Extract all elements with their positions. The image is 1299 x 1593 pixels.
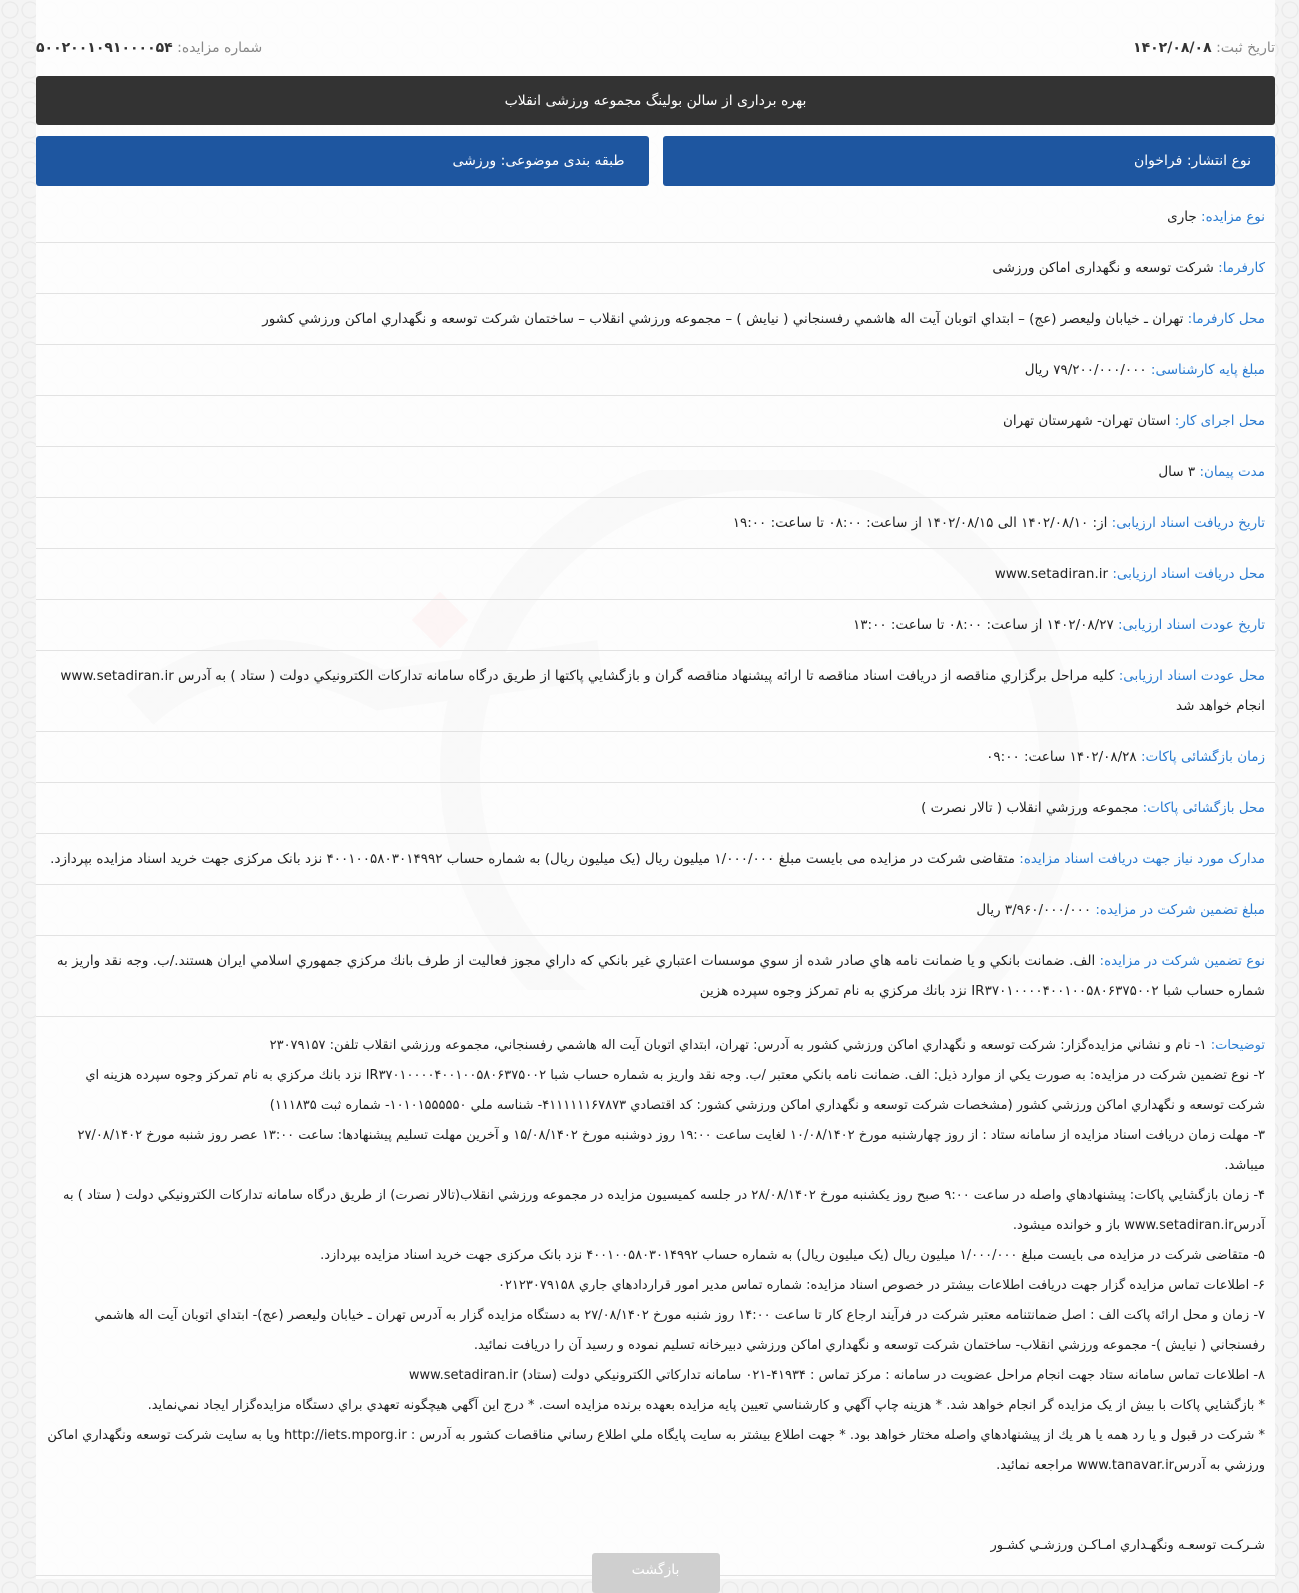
row-label: محل عودت اسناد ارزیابی:: [1118, 668, 1265, 684]
row-value: الف. ضمانت بانكي و يا ضمانت نامه هاي صادر شده از سوي موسسات اعتباري غير بانكي كه داراي مجوز فعاليت از طرف بانك مركزي جمهوري اسلامي ايران هستند./ب. وجه نقد واريز به شماره حساب شبا IR۳۷۰۱۰۰۰۰۴۰۰۱۰۰۵۸۰۶۳۷۵۰۰۲ نزد بانك مركزي به نام تمركز وجوه سپرده هزين: [56, 953, 1265, 999]
row-label: مبلغ تضمین شرکت در مزایده:: [1095, 902, 1265, 918]
detail-row: [36, 447, 1275, 498]
detail-row: [36, 243, 1275, 294]
detail-row: [36, 549, 1275, 600]
row-label: مبلغ پایه کارشناسی:: [1150, 362, 1265, 378]
row-label: نوع تضمین شرکت در مزایده:: [1099, 953, 1265, 969]
row-value: ۳ سال: [1158, 464, 1196, 480]
detail-row: [36, 834, 1275, 885]
row-value: www.setadiran.ir: [994, 566, 1109, 582]
note-line: ۴- زمان بازگشايي پاكات: پيشنهادهاي واصله در ساعت ۹:۰۰ صبح روز يكشنبه مورخ ۲۸/۰۸/۱۴۰۲ در جلسه كميسيون مزايده در مجموعه ورزشي انقلاب(تالار نصرت) از طريق درگاه سامانه تداركات الكترونيكي دولت ( ستاد ) به آدرسwww.setadiran.ir باز و خوانده ميشود.: [63, 1188, 1265, 1233]
note-line: ۲- نوع تضمين شركت در مزايده: به صورت يكي از موارد ذيل: الف. ضمانت نامه بانكي معتبر /ب. وجه نقد واريز به شماره حساب شبا IR۳۷۰۱۰۰۰۰۴۰۰۱۰۰۵۸۰۶۳۷۵۰۰۲ نزد بانك مركزي به نام تمركز وجوه سپرده هزينه اي شركت توسعه و نگهداري اماكن ورزشي كشور (مشخصات شركت توسعه و نگهداري اماكن ورزشي كشور: كد اقتصادي ۴۱۱۱۱۱۱۶۷۸۷۳- شناسه ملي ۱۰۱۰۱۵۵۵۵۵۰- شماره ثبت ۱۱۱۸۳۵): [85, 1068, 1265, 1113]
row-value: متقاضی شرکت در مزایده می بایست مبلغ ۱/۰۰۰/۰۰۰ میلیون ریال (یک میلیون ریال) به شماره حساب ۴۰۰۱۰۰۵۸۰۳۰۱۴۹۹۲ نزد بانک مرکزی جهت خرید اسناد مزایده بپردازد.: [50, 851, 1015, 867]
category-box: طبقه بندی موضوعی: ورزشی: [36, 136, 649, 186]
meta-bar: [36, 0, 1275, 76]
row-value: ۷۹/۲۰۰/۰۰۰/۰۰۰ ریال: [1024, 362, 1147, 378]
back-button[interactable]: بازگشت: [592, 1553, 720, 1593]
page-title: بهره برداری از سالن بولینگ مجموعه ورزشی انقلاب: [36, 76, 1275, 125]
note-line: ۸- اطلاعات تماس سامانه ستاد جهت انجام مراحل عضويت در سامانه : مركز تماس : ۴۱۹۳۴-۰۲۱ سامانه تداركاتي الكترونيكي دولت (ستاد) www.setadiran.ir: [408, 1368, 1265, 1383]
detail-row: [36, 732, 1275, 783]
note-line: ۷- زمان و محل ارائه پاکت الف : اصل ضمانتنامه معتبر شركت در فرآيند ارجاع كار تا ساعت ۱۴:۰۰ روز شنبه مورخ ۲۷/۰۸/۱۴۰۲ به دستگاه مزايده گزار به آدرس تهران ـ خيابان وليعصر (عج)- ابتداي اتوبان آيت اله هاشمي رفسنجاني ( نيايش )- مجموعه ورزشي انقلاب- ساختمان شركت توسعه و نگهداري اماكن ورزشي دبيرخانه تسليم نموده و رسيد آن را دريافت نمائيد.: [94, 1308, 1265, 1353]
note-line: * بازگشايي پاكات با بيش از يک مزايده گر انجام خواهد شد. * هزينه چاپ آگهي و كارشناسي تعيين پايه مزايده بعهده برنده مزايده است. * درج اين آگهي هيچگونه تعهدي براي دستگاه مزايده‌گزار ايجاد نمي‌نمايد.: [147, 1398, 1265, 1413]
row-label: مدارک مورد نیاز جهت دریافت اسناد مزایده:: [1019, 851, 1265, 867]
publish-type-box: نوع انتشار: فراخوان: [663, 136, 1276, 186]
row-value: از: ۱۴۰۲/۰۸/۱۰ الی ۱۴۰۲/۰۸/۱۵ از ساعت: ۰۸:۰۰ تا ساعت: ۱۹:۰۰: [732, 515, 1108, 531]
row-label: نوع مزایده:: [1201, 209, 1265, 225]
row-label: تاریخ دریافت اسناد ارزیابی:: [1111, 515, 1265, 531]
registration-date: تاریخ ثبت: ۱۴۰۲/۰۸/۰۸: [1133, 40, 1275, 56]
row-label: محل بازگشائی پاکات:: [1142, 800, 1265, 816]
row-label: محل دریافت اسناد ارزیابی:: [1112, 566, 1265, 582]
detail-row: [36, 396, 1275, 447]
note-line: * شركت در قبول و يا رد همه يا هر يك از پيشنهادهاي واصله مختار خواهد بود. * جهت اطلاع بيشتر به سايت پايگاه ملي اطلاع رساني مناقصات كشور به آدرس : http://iets.mporg.ir ويا به سايت شركت توسعه ونگهداري اماكن ورزشي به آدرسwww.tanavar.ir مراجعه نمائيد.: [47, 1428, 1265, 1473]
note-line: ۶- اطلاعات تماس مزايده گزار جهت دريافت اطلاعات بيشتر در خصوص اسناد مزايده: شماره تماس مدير امور قراردادهاي جاري ۰۲۱۲۳۰۷۹۱۵۸: [497, 1278, 1265, 1293]
detail-rows: [36, 192, 1275, 1017]
detail-row: [36, 192, 1275, 243]
notes-section: توضیحات: ۱- نام و نشاني مزايده‌گزار: شركت توسعه و نگهداري اماكن ورزشي كشور به آدرس: تهران، ابتداي اتوبان آيت اله هاشمي رفسنجاني، مجموعه ورزشي انقلاب تلفن: ۲۳۰۷۹۱۵۷ ۲- نوع تضمين شركت در مزايده: به صورت يكي از موارد ذيل: الف. ضمانت نامه بانكي معتبر /ب. وجه نقد واريز به شماره حساب شبا IR۳۷۰۱۰۰۰۰۴۰۰۱۰۰۵۸۰۶۳۷۵۰۰۲ نزد بانك مركزي به نام تمركز وجوه سپرده هزينه اي شركت توسعه و نگهداري اماكن ورزشي كشور (مشخصات شركت توسعه و نگهداري اماكن ورزشي كشور: كد اقتصادي ۴۱۱۱۱۱۱۶۷۸۷۳- شناسه ملي ۱۰۱۰۱۵۵۵۵۵۰- شماره ثبت ۱۱۱۸۳۵) ۳- مهلت زمان دريافت اسناد مزايده از سامانه ستاد : از روز چهارشنبه مورخ ۱۰/۰۸/۱۴۰۲ لغايت ساعت ۱۹:۰۰ روز دوشنبه مورخ ۱۵/۰۸/۱۴۰۲ و آخرين مهلت تسليم پيشنهادها: ساعت ۱۳:۰۰ عصر روز شنبه مورخ ۲۷/۰۸/۱۴۰۲ ميباشد. ۴- زمان بازگشايي پاكات: پيشنهادهاي واصله در ساعت ۹:۰۰ صبح روز يكشنبه مورخ ۲۸/۰۸/۱۴۰۲ در جلسه كميسيون مزايده در مجموعه ورزشي انقلاب(تالار نصرت) از طريق درگاه سامانه تداركات الكترونيكي دولت ( ستاد ) به آدرسwww.setadiran.ir باز و خوانده ميشود. ۵- متقاضی شرکت در مزایده می بایست مبلغ ۱/۰۰۰/۰۰۰ میلیون ریال (یک میلیون ریال) به شماره حساب ۴۰۰۱۰۰۵۸۰۳۰۱۴۹۹۲ نزد بانک مرکزی جهت خرید اسناد مزایده بپردازد. ۶- اطلاعات تماس مزايده گزار جهت دريافت اطلاعات بيشتر در خصوص اسناد مزايده: شماره تماس مدير امور قراردادهاي جاري ۰۲۱۲۳۰۷۹۱۵۸ ۷- زمان و محل ارائه پاکت الف : اصل ضمانتنامه معتبر شركت در فرآيند ارجاع كار تا ساعت ۱۴:۰۰ روز شنبه مورخ ۲۷/۰۸/۱۴۰۲ به دستگاه مزايده گزار به آدرس تهران ـ خيابان وليعصر (عج)- ابتداي اتوبان آيت اله هاشمي رفسنجاني ( نيايش )- مجموعه ورزشي انقلاب- ساختمان شركت توسعه و نگهداري اماكن ورزشي دبيرخانه تسليم نموده و رسيد آن را دريافت نمائيد. ۸- اطلاعات تماس سامانه ستاد جهت انجام مراحل عضويت در سامانه : مركز تماس : ۴۱۹۳۴-۰۲۱ سامانه تداركاتي الكترونيكي دولت (ستاد) www.setadiran.ir * بازگشايي پاكات با بيش از يک مزايده گر انجام خواهد شد. * هزينه چاپ آگهي و كارشناسي تعيين پايه مزايده بعهده برنده مزايده است. * درج اين آگهي هيچگونه تعهدي براي دستگاه مزايده‌گزار ايجاد نمي‌نمايد. * شركت در قبول و يا رد همه يا هر يك از پيشنهادهاي واصله مختار خواهد بود. * جهت اطلاع بيشتر به سايت پايگاه ملي اطلاع رساني مناقصات كشور به آدرس : http://iets.mporg.ir ويا به سايت شركت توسعه ونگهداري اماكن ورزشي به آدرسwww.tanavar.ir مراجعه نمائيد. شـركـت توسعـه ونگهـداري امـاكـن ورزشـي كشـور: [36, 1017, 1275, 1576]
auction-number: شماره مزایده: ۵۰۰۲۰۰۱۰۹۱۰۰۰۰۵۴: [36, 40, 263, 56]
detail-row: [36, 600, 1275, 651]
detail-row: [36, 783, 1275, 834]
signature: شـركـت توسعـه ونگهـداري امـاكـن ورزشـي كشـور: [990, 1538, 1265, 1553]
detail-row: [36, 651, 1275, 732]
note-line: ۱- نام و نشاني مزايده‌گزار: شركت توسعه و نگهداري اماكن ورزشي كشور به آدرس: تهران، ابتداي اتوبان آيت اله هاشمي رفسنجاني، مجموعه ورزشي انقلاب تلفن: ۲۳۰۷۹۱۵۷: [269, 1038, 1207, 1053]
row-label: محل اجرای کار:: [1174, 413, 1265, 429]
note-line: ۳- مهلت زمان دريافت اسناد مزايده از سامانه ستاد : از روز چهارشنبه مورخ ۱۰/۰۸/۱۴۰۲ لغايت ساعت ۱۹:۰۰ روز دوشنبه مورخ ۱۵/۰۸/۱۴۰۲ و آخرين مهلت تسليم پيشنهادها: ساعت ۱۳:۰۰ عصر روز شنبه مورخ ۲۷/۰۸/۱۴۰۲ ميباشد.: [77, 1128, 1265, 1173]
row-value: ۱۴۰۲/۰۸/۲۷ از ساعت: ۰۸:۰۰ تا ساعت: ۱۳:۰۰: [853, 617, 1114, 633]
detail-row: [36, 294, 1275, 345]
row-label: مدت پیمان:: [1199, 464, 1265, 480]
row-value: استان تهران- شهرستان تهران: [1002, 413, 1171, 429]
detail-row: [36, 885, 1275, 936]
detail-row: [36, 345, 1275, 396]
row-label: تاریخ عودت اسناد ارزیابی:: [1118, 617, 1265, 633]
row-value: كليه مراحل برگزاري مناقصه از دريافت اسناد مناقصه تا ارائه پيشنهاد مناقصه گران و بازگشايي پاكتها از طريق درگاه سامانه تداركات الكترونيكي دولت ( ستاد ) به آدرس www.setadiran.ir انجام خواهد شد: [60, 668, 1265, 714]
row-value: مجموعه ورزشي انقلاب ( تالار نصرت ): [921, 800, 1139, 816]
row-label: کارفرما:: [1218, 260, 1265, 276]
note-line: ۵- متقاضی شرکت در مزایده می بایست مبلغ ۱/۰۰۰/۰۰۰ میلیون ریال (یک میلیون ریال) به شماره حساب ۴۰۰۱۰۰۵۸۰۳۰۱۴۹۹۲ نزد بانک مرکزی جهت خرید اسناد مزایده بپردازد.: [320, 1248, 1265, 1263]
row-value: تهران ـ خیابان ولیعصر (عج) – ابتداي اتوبان آيت اله هاشمي رفسنجاني ( نيايش ) – مجموعه ورزشي انقلاب – ساختمان شركت توسعه و نگهداري اماكن ورزشي كشور: [262, 311, 1184, 327]
row-label: محل کارفرما:: [1187, 311, 1265, 327]
row-label: زمان بازگشائی پاکات:: [1140, 749, 1265, 765]
row-value: ۳/۹۶۰/۰۰۰/۰۰۰ ریال: [976, 902, 1092, 918]
detail-row: [36, 498, 1275, 549]
detail-row: [36, 936, 1275, 1017]
auction-detail-page: [36, 0, 1275, 1579]
row-value: شرکت توسعه و نگهداری اماکن ورزشی: [992, 260, 1214, 276]
row-value: ۱۴۰۲/۰۸/۲۸ ساعت: ۰۹:۰۰: [986, 749, 1137, 765]
row-value: جاری: [1167, 209, 1197, 225]
